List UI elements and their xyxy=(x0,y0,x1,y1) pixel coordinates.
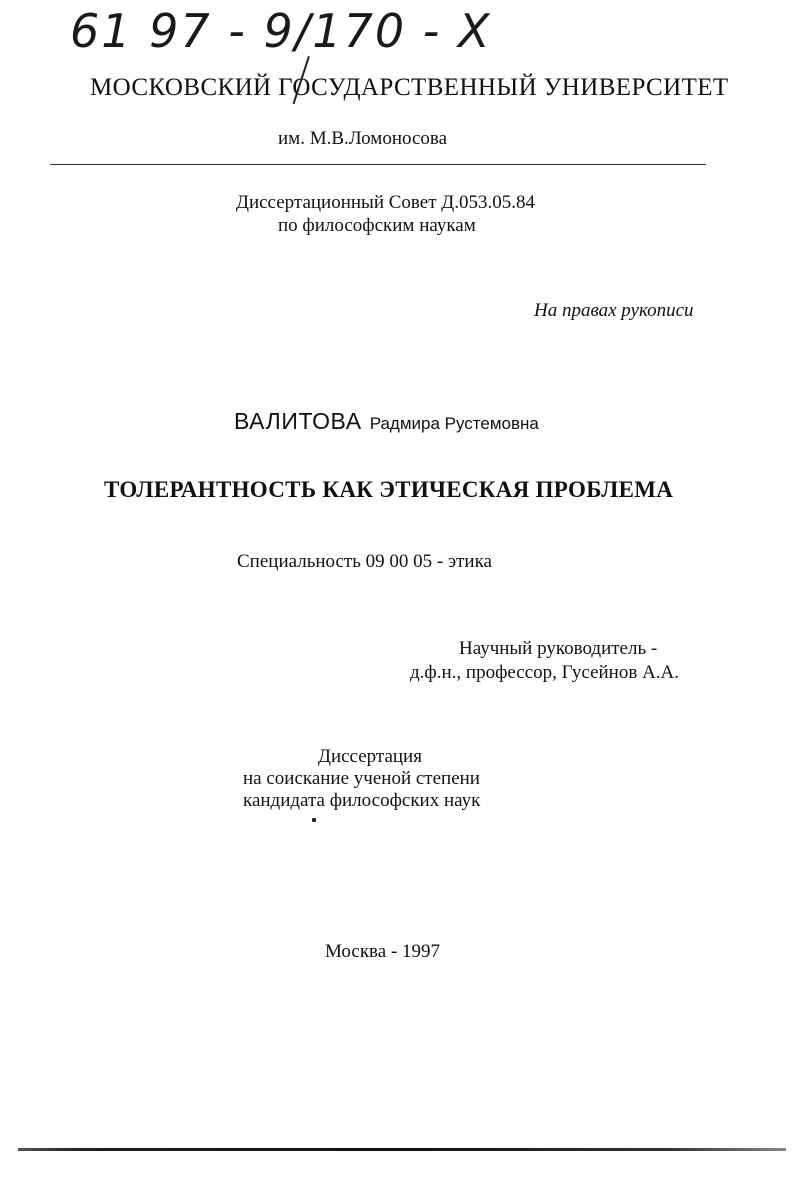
university-name: МОСКОВСКИЙ ГОСУДАРСТВЕННЫЙ УНИВЕРСИТЕТ xyxy=(90,74,729,101)
handwritten-catalog-number xyxy=(70,4,492,66)
supervisor-role: Научный руководитель - xyxy=(459,638,658,659)
city-year: Москва - 1997 xyxy=(325,941,441,962)
header-divider xyxy=(50,164,706,165)
manuscript-rights-note: На правах рукописи xyxy=(534,300,694,321)
handwritten-text: 61 97 - 9/170 - X xyxy=(70,4,492,58)
author-first-names: Радмира Рустемовна xyxy=(369,414,539,433)
footer-divider xyxy=(18,1148,786,1151)
specialty: Специальность 09 00 05 - этика xyxy=(237,551,492,572)
author-last-name: ВАЛИТОВА xyxy=(234,408,362,434)
university-named-after: им. М.В.Ломоносова xyxy=(278,128,448,149)
council-field: по философским наукам xyxy=(278,215,476,236)
dissertation-title: ТОЛЕРАНТНОСТЬ КАК ЭТИЧЕСКАЯ ПРОБЛЕМА xyxy=(104,477,674,502)
dissertation-type: Диссертация xyxy=(318,746,422,767)
dissertation-purpose: на соискание ученой степени xyxy=(243,768,480,789)
scan-artifact-dot xyxy=(312,818,316,822)
author-name xyxy=(234,408,539,435)
supervisor-name: д.ф.н., профессор, Гусейнов А.А. xyxy=(410,662,680,683)
dissertation-degree: кандидата философских наук xyxy=(243,790,481,811)
dissertation-council: Диссертационный Совет Д.053.05.84 xyxy=(236,192,535,213)
